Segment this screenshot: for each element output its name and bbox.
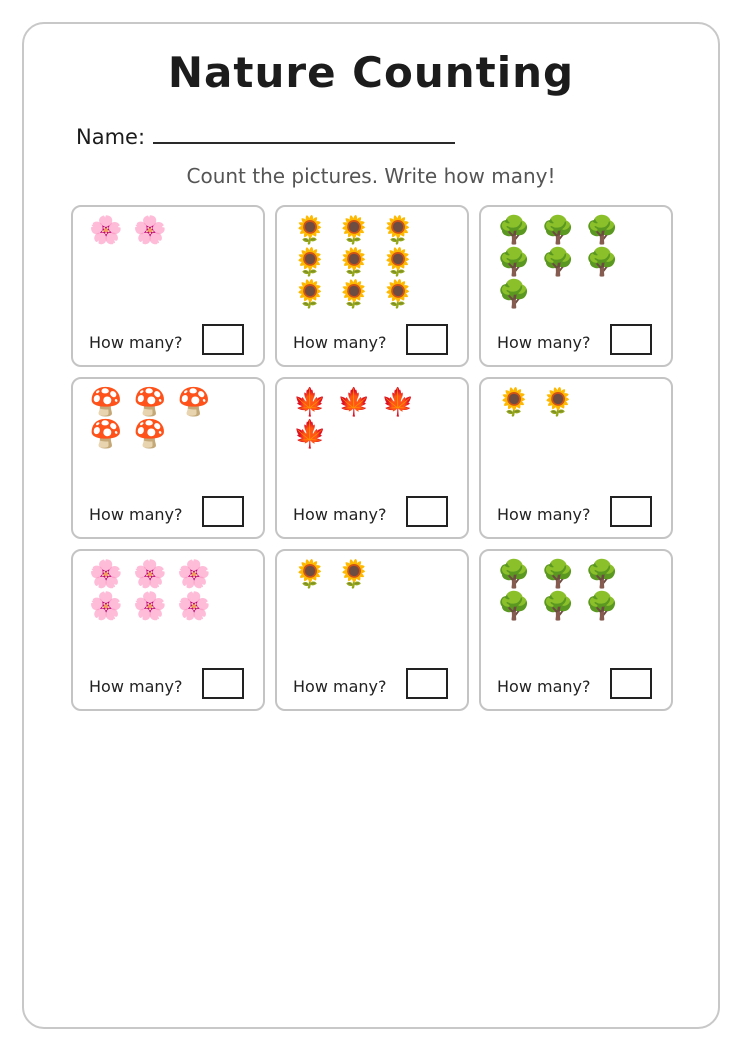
- answer-box[interactable]: [202, 496, 244, 527]
- counting-grid: [71, 205, 673, 711]
- worksheet-title: Nature Counting: [167, 48, 575, 97]
- maple-leaf-icon: 🍁: [293, 419, 327, 450]
- answer-box[interactable]: [610, 496, 652, 527]
- how-many-label: How many?: [293, 505, 387, 524]
- name-line[interactable]: [153, 122, 455, 144]
- sunflower-icon: 🌻: [337, 559, 371, 590]
- answer-box[interactable]: [406, 324, 448, 355]
- tree-icon: 🌳: [585, 215, 619, 246]
- counting-card: [275, 205, 469, 367]
- how-many-label: How many?: [293, 333, 387, 352]
- sunflower-icon: 🌻: [337, 247, 371, 278]
- flower-icon: 🌸: [177, 559, 211, 590]
- sunflower-icon: 🌻: [381, 279, 415, 310]
- name-label: Name:: [76, 125, 146, 149]
- sunflower-icon: 🌻: [497, 387, 531, 418]
- flower-icon: 🌸: [89, 215, 123, 246]
- tree-icon: 🌳: [497, 559, 531, 590]
- maple-leaf-icon: 🍁: [293, 387, 327, 418]
- sunflower-icon: 🌻: [541, 387, 575, 418]
- flower-icon: 🌸: [133, 559, 167, 590]
- sunflower-icon: 🌻: [337, 279, 371, 310]
- sunflower-icon: 🌻: [293, 247, 327, 278]
- flower-icon: 🌸: [133, 215, 167, 246]
- maple-leaf-icon: 🍁: [381, 387, 415, 418]
- how-many-label: How many?: [89, 333, 183, 352]
- answer-box[interactable]: [406, 496, 448, 527]
- answer-box[interactable]: [406, 668, 448, 699]
- mushroom-icon: 🍄: [177, 387, 211, 418]
- tree-icon: 🌳: [541, 559, 575, 590]
- sunflower-icon: 🌻: [293, 215, 327, 246]
- counting-card: [275, 377, 469, 539]
- counting-card: [479, 549, 673, 711]
- sunflower-icon: 🌻: [337, 215, 371, 246]
- sunflower-icon: 🌻: [381, 247, 415, 278]
- how-many-label: How many?: [89, 505, 183, 524]
- how-many-label: How many?: [497, 505, 591, 524]
- mushroom-icon: 🍄: [133, 387, 167, 418]
- answer-box[interactable]: [610, 668, 652, 699]
- tree-icon: 🌳: [585, 247, 619, 278]
- mushroom-icon: 🍄: [89, 387, 123, 418]
- tree-icon: 🌳: [497, 279, 531, 310]
- how-many-label: How many?: [89, 677, 183, 696]
- counting-card: [71, 549, 265, 711]
- answer-box[interactable]: [610, 324, 652, 355]
- counting-card: [71, 205, 265, 367]
- tree-icon: 🌳: [541, 215, 575, 246]
- name-row: [76, 122, 455, 149]
- instructions: Count the pictures. Write how many!: [186, 164, 556, 188]
- counting-card: [71, 377, 265, 539]
- maple-leaf-icon: 🍁: [337, 387, 371, 418]
- sunflower-icon: 🌻: [381, 215, 415, 246]
- mushroom-icon: 🍄: [89, 419, 123, 450]
- tree-icon: 🌳: [585, 559, 619, 590]
- answer-box[interactable]: [202, 324, 244, 355]
- counting-card: [275, 549, 469, 711]
- flower-icon: 🌸: [89, 591, 123, 622]
- sunflower-icon: 🌻: [293, 559, 327, 590]
- how-many-label: How many?: [497, 677, 591, 696]
- flower-icon: 🌸: [133, 591, 167, 622]
- tree-icon: 🌳: [585, 591, 619, 622]
- mushroom-icon: 🍄: [133, 419, 167, 450]
- answer-box[interactable]: [202, 668, 244, 699]
- flower-icon: 🌸: [89, 559, 123, 590]
- tree-icon: 🌳: [541, 247, 575, 278]
- tree-icon: 🌳: [541, 591, 575, 622]
- how-many-label: How many?: [497, 333, 591, 352]
- flower-icon: 🌸: [177, 591, 211, 622]
- tree-icon: 🌳: [497, 247, 531, 278]
- tree-icon: 🌳: [497, 215, 531, 246]
- counting-card: [479, 377, 673, 539]
- how-many-label: How many?: [293, 677, 387, 696]
- counting-card: [479, 205, 673, 367]
- sunflower-icon: 🌻: [293, 279, 327, 310]
- tree-icon: 🌳: [497, 591, 531, 622]
